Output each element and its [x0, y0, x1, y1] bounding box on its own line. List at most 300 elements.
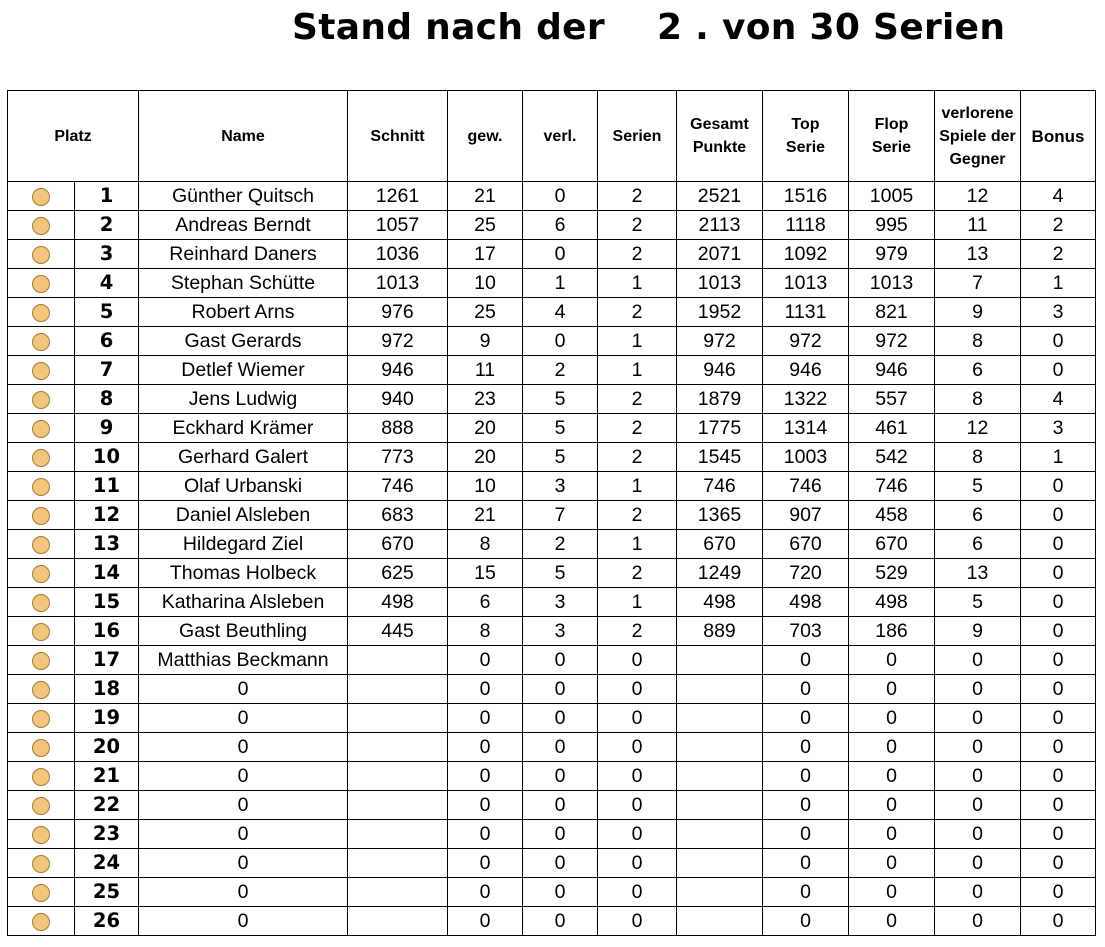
schnitt-cell: 683 — [348, 501, 448, 530]
top-serie-cell: 0 — [763, 675, 849, 704]
serien-cell: 2 — [598, 443, 677, 472]
schnitt-cell: 1013 — [348, 269, 448, 298]
bonus-cell: 0 — [1021, 588, 1096, 617]
bonus-cell: 4 — [1021, 385, 1096, 414]
header-top-line2: Serie — [785, 139, 826, 156]
name-cell: 0 — [139, 878, 348, 907]
header-row — [8, 91, 1096, 182]
verlorene-cell: 9 — [935, 298, 1021, 327]
name-cell: Matthias Beckmann — [139, 646, 348, 675]
top-serie-cell: 746 — [763, 472, 849, 501]
gew-cell: 23 — [448, 385, 523, 414]
header-verlorene-line1: verlorene — [941, 104, 1014, 122]
gew-cell: 11 — [448, 356, 523, 385]
table-row — [8, 356, 1096, 385]
gew-cell: 21 — [448, 501, 523, 530]
name-cell: 0 — [139, 791, 348, 820]
serien-cell: 0 — [598, 878, 677, 907]
table-row — [8, 472, 1096, 501]
rank-cell: 8 — [75, 385, 139, 414]
medal-cell — [8, 269, 75, 298]
medal-cell — [8, 501, 75, 530]
table-row — [8, 501, 1096, 530]
flop-serie-cell: 670 — [849, 530, 935, 559]
serien-cell: 2 — [598, 414, 677, 443]
name-cell: 0 — [139, 675, 348, 704]
top-serie-cell: 0 — [763, 820, 849, 849]
serien-cell: 1 — [598, 327, 677, 356]
medal-cell — [8, 617, 75, 646]
top-serie-cell: 1322 — [763, 385, 849, 414]
verl-cell: 0 — [523, 704, 598, 733]
coin-icon — [32, 536, 50, 554]
schnitt-cell: 940 — [348, 385, 448, 414]
table-row — [8, 675, 1096, 704]
flop-serie-cell: 0 — [849, 675, 935, 704]
rank-cell: 12 — [75, 501, 139, 530]
bonus-cell: 0 — [1021, 849, 1096, 878]
coin-icon — [32, 565, 50, 583]
rank-cell: 2 — [75, 211, 139, 240]
schnitt-cell: 746 — [348, 472, 448, 501]
gesamt-cell: 2521 — [677, 182, 763, 211]
gew-cell: 21 — [448, 182, 523, 211]
gesamt-cell — [677, 733, 763, 762]
name-cell: Hildegard Ziel — [139, 530, 348, 559]
medal-cell — [8, 298, 75, 327]
gesamt-cell — [677, 907, 763, 936]
rank-cell: 14 — [75, 559, 139, 588]
name-cell: Daniel Alsleben — [139, 501, 348, 530]
verl-cell: 0 — [523, 182, 598, 211]
serien-cell: 1 — [598, 530, 677, 559]
title-prefix: Stand nach der — [292, 7, 605, 48]
medal-cell — [8, 211, 75, 240]
rank-cell: 17 — [75, 646, 139, 675]
serien-cell: 1 — [598, 356, 677, 385]
verl-cell: 0 — [523, 733, 598, 762]
table-row — [8, 530, 1096, 559]
verlorene-cell: 13 — [935, 240, 1021, 269]
serien-cell: 2 — [598, 298, 677, 327]
verlorene-cell: 5 — [935, 472, 1021, 501]
name-cell: 0 — [139, 733, 348, 762]
header-verlorene-spiele — [935, 91, 1021, 182]
bonus-cell: 0 — [1021, 791, 1096, 820]
top-serie-cell: 1516 — [763, 182, 849, 211]
bonus-cell: 1 — [1021, 443, 1096, 472]
name-cell: 0 — [139, 762, 348, 791]
serien-cell: 2 — [598, 211, 677, 240]
header-verl: verl. — [523, 91, 598, 182]
rank-cell: 24 — [75, 849, 139, 878]
rank-cell: 22 — [75, 791, 139, 820]
name-cell: Robert Arns — [139, 298, 348, 327]
top-serie-cell: 1314 — [763, 414, 849, 443]
table-row — [8, 646, 1096, 675]
gesamt-cell: 1879 — [677, 385, 763, 414]
verl-cell: 6 — [523, 211, 598, 240]
medal-cell — [8, 820, 75, 849]
flop-serie-cell: 461 — [849, 414, 935, 443]
verl-cell: 0 — [523, 646, 598, 675]
schnitt-cell: 888 — [348, 414, 448, 443]
verlorene-cell: 0 — [935, 646, 1021, 675]
rank-cell: 20 — [75, 733, 139, 762]
schnitt-cell: 1261 — [348, 182, 448, 211]
header-top-line1: Top — [791, 116, 820, 133]
verl-cell: 0 — [523, 240, 598, 269]
title-suffix: . von 30 Serien — [695, 7, 1006, 48]
schnitt-cell — [348, 646, 448, 675]
gew-cell: 15 — [448, 559, 523, 588]
top-serie-cell: 0 — [763, 907, 849, 936]
verlorene-cell: 6 — [935, 356, 1021, 385]
header-serien: Serien — [598, 91, 677, 182]
verlorene-cell: 8 — [935, 385, 1021, 414]
name-cell: Eckhard Krämer — [139, 414, 348, 443]
coin-icon — [32, 391, 50, 409]
top-serie-cell: 1013 — [763, 269, 849, 298]
name-cell: 0 — [139, 907, 348, 936]
top-serie-cell: 703 — [763, 617, 849, 646]
medal-cell — [8, 646, 75, 675]
verl-cell: 3 — [523, 472, 598, 501]
flop-serie-cell: 498 — [849, 588, 935, 617]
gew-cell: 0 — [448, 675, 523, 704]
rank-cell: 3 — [75, 240, 139, 269]
flop-serie-cell: 0 — [849, 820, 935, 849]
header-verlorene-line2: Spiele der — [939, 127, 1016, 145]
verl-cell: 5 — [523, 414, 598, 443]
title-round: 2 — [656, 7, 683, 48]
serien-cell: 2 — [598, 559, 677, 588]
top-serie-cell: 498 — [763, 588, 849, 617]
verl-cell: 3 — [523, 588, 598, 617]
bonus-cell: 4 — [1021, 182, 1096, 211]
rank-cell: 18 — [75, 675, 139, 704]
verl-cell: 3 — [523, 617, 598, 646]
flop-serie-cell: 0 — [849, 733, 935, 762]
flop-serie-cell: 1005 — [849, 182, 935, 211]
verlorene-cell: 0 — [935, 733, 1021, 762]
header-gesamt-line1: Gesamt — [690, 116, 749, 133]
name-cell: Detlef Wiemer — [139, 356, 348, 385]
rank-cell: 21 — [75, 762, 139, 791]
gesamt-cell: 1249 — [677, 559, 763, 588]
table-row — [8, 327, 1096, 356]
medal-cell — [8, 414, 75, 443]
coin-icon — [32, 884, 50, 902]
top-serie-cell: 1131 — [763, 298, 849, 327]
coin-icon — [32, 623, 50, 641]
rank-cell: 15 — [75, 588, 139, 617]
coin-icon — [32, 246, 50, 264]
header-bonus: Bonus — [1021, 91, 1096, 182]
gew-cell: 10 — [448, 269, 523, 298]
schnitt-cell — [348, 704, 448, 733]
table-row — [8, 791, 1096, 820]
flop-serie-cell: 972 — [849, 327, 935, 356]
verlorene-cell: 8 — [935, 327, 1021, 356]
flop-serie-cell: 995 — [849, 211, 935, 240]
top-serie-cell: 670 — [763, 530, 849, 559]
gesamt-cell: 2113 — [677, 211, 763, 240]
gew-cell: 25 — [448, 211, 523, 240]
verl-cell: 1 — [523, 269, 598, 298]
name-cell: 0 — [139, 704, 348, 733]
table-row — [8, 907, 1096, 936]
gesamt-cell — [677, 675, 763, 704]
bonus-cell: 3 — [1021, 298, 1096, 327]
flop-serie-cell: 557 — [849, 385, 935, 414]
verlorene-cell: 0 — [935, 907, 1021, 936]
gew-cell: 0 — [448, 762, 523, 791]
gesamt-cell — [677, 791, 763, 820]
name-cell: Gast Beuthling — [139, 617, 348, 646]
top-serie-cell: 0 — [763, 704, 849, 733]
verl-cell: 5 — [523, 443, 598, 472]
bonus-cell: 0 — [1021, 675, 1096, 704]
rank-cell: 26 — [75, 907, 139, 936]
header-verlorene-line3: Gegner — [949, 150, 1006, 168]
header-top-serie — [763, 91, 849, 182]
verl-cell: 0 — [523, 327, 598, 356]
rank-cell: 13 — [75, 530, 139, 559]
schnitt-cell: 946 — [348, 356, 448, 385]
medal-cell — [8, 907, 75, 936]
verl-cell: 5 — [523, 559, 598, 588]
top-serie-cell: 0 — [763, 849, 849, 878]
table-row — [8, 762, 1096, 791]
gew-cell: 0 — [448, 907, 523, 936]
verlorene-cell: 8 — [935, 443, 1021, 472]
coin-icon — [32, 275, 50, 293]
medal-cell — [8, 530, 75, 559]
verlorene-cell: 0 — [935, 820, 1021, 849]
coin-icon — [32, 478, 50, 496]
serien-cell: 0 — [598, 704, 677, 733]
gesamt-cell: 498 — [677, 588, 763, 617]
schnitt-cell — [348, 849, 448, 878]
bonus-cell: 0 — [1021, 820, 1096, 849]
name-cell: Olaf Urbanski — [139, 472, 348, 501]
medal-cell — [8, 240, 75, 269]
flop-serie-cell: 746 — [849, 472, 935, 501]
medal-cell — [8, 559, 75, 588]
table-row — [8, 269, 1096, 298]
bonus-cell: 0 — [1021, 646, 1096, 675]
gew-cell: 0 — [448, 704, 523, 733]
name-cell: Gerhard Galert — [139, 443, 348, 472]
bonus-cell: 0 — [1021, 762, 1096, 791]
flop-serie-cell: 0 — [849, 762, 935, 791]
verlorene-cell: 7 — [935, 269, 1021, 298]
table-row — [8, 617, 1096, 646]
gew-cell: 0 — [448, 646, 523, 675]
coin-icon — [32, 710, 50, 728]
verl-cell: 0 — [523, 878, 598, 907]
flop-serie-cell: 0 — [849, 849, 935, 878]
verlorene-cell: 0 — [935, 791, 1021, 820]
coin-icon — [32, 594, 50, 612]
medal-cell — [8, 182, 75, 211]
top-serie-cell: 0 — [763, 646, 849, 675]
schnitt-cell — [348, 762, 448, 791]
flop-serie-cell: 0 — [849, 646, 935, 675]
serien-cell: 0 — [598, 791, 677, 820]
gesamt-cell: 946 — [677, 356, 763, 385]
schnitt-cell: 445 — [348, 617, 448, 646]
medal-cell — [8, 762, 75, 791]
name-cell: 0 — [139, 849, 348, 878]
top-serie-cell: 0 — [763, 762, 849, 791]
gesamt-cell: 1952 — [677, 298, 763, 327]
top-serie-cell: 972 — [763, 327, 849, 356]
bonus-cell: 0 — [1021, 472, 1096, 501]
schnitt-cell: 773 — [348, 443, 448, 472]
coin-icon — [32, 333, 50, 351]
flop-serie-cell: 821 — [849, 298, 935, 327]
bonus-cell: 0 — [1021, 733, 1096, 762]
medal-cell — [8, 588, 75, 617]
schnitt-cell — [348, 907, 448, 936]
serien-cell: 2 — [598, 617, 677, 646]
serien-cell: 1 — [598, 269, 677, 298]
serien-cell: 0 — [598, 646, 677, 675]
gesamt-cell — [677, 849, 763, 878]
medal-cell — [8, 878, 75, 907]
table-row — [8, 704, 1096, 733]
header-gew: gew. — [448, 91, 523, 182]
bonus-cell: 0 — [1021, 878, 1096, 907]
bonus-cell: 3 — [1021, 414, 1096, 443]
rank-cell: 6 — [75, 327, 139, 356]
name-cell: Andreas Berndt — [139, 211, 348, 240]
verl-cell: 0 — [523, 791, 598, 820]
medal-cell — [8, 733, 75, 762]
medal-cell — [8, 356, 75, 385]
standings-table — [7, 90, 1096, 936]
bonus-cell: 0 — [1021, 704, 1096, 733]
schnitt-cell — [348, 820, 448, 849]
name-cell: 0 — [139, 820, 348, 849]
gew-cell: 17 — [448, 240, 523, 269]
gesamt-cell: 2071 — [677, 240, 763, 269]
page-title — [292, 4, 1005, 52]
gesamt-cell: 1775 — [677, 414, 763, 443]
verl-cell: 0 — [523, 762, 598, 791]
verl-cell: 2 — [523, 530, 598, 559]
schnitt-cell: 498 — [348, 588, 448, 617]
header-flop-serie — [849, 91, 935, 182]
verl-cell: 7 — [523, 501, 598, 530]
bonus-cell: 0 — [1021, 559, 1096, 588]
bonus-cell: 0 — [1021, 356, 1096, 385]
flop-serie-cell: 458 — [849, 501, 935, 530]
verl-cell: 0 — [523, 849, 598, 878]
gesamt-cell: 1545 — [677, 443, 763, 472]
header-gesamt-line2: Punkte — [692, 139, 747, 156]
gesamt-cell — [677, 820, 763, 849]
flop-serie-cell: 0 — [849, 878, 935, 907]
flop-serie-cell: 186 — [849, 617, 935, 646]
rank-cell: 7 — [75, 356, 139, 385]
rank-cell: 19 — [75, 704, 139, 733]
coin-icon — [32, 739, 50, 757]
top-serie-cell: 720 — [763, 559, 849, 588]
header-flop-line1: Flop — [874, 116, 909, 133]
coin-icon — [32, 768, 50, 786]
top-serie-cell: 1118 — [763, 211, 849, 240]
table-row — [8, 298, 1096, 327]
schnitt-cell — [348, 791, 448, 820]
gesamt-cell: 1013 — [677, 269, 763, 298]
medal-cell — [8, 791, 75, 820]
gew-cell: 0 — [448, 878, 523, 907]
gew-cell: 6 — [448, 588, 523, 617]
verl-cell: 0 — [523, 675, 598, 704]
schnitt-cell — [348, 733, 448, 762]
serien-cell: 0 — [598, 820, 677, 849]
verlorene-cell: 9 — [935, 617, 1021, 646]
rank-cell: 1 — [75, 182, 139, 211]
verlorene-cell: 13 — [935, 559, 1021, 588]
gew-cell: 0 — [448, 733, 523, 762]
coin-icon — [32, 420, 50, 438]
standings-body — [8, 182, 1096, 936]
gew-cell: 8 — [448, 530, 523, 559]
schnitt-cell: 1036 — [348, 240, 448, 269]
gew-cell: 10 — [448, 472, 523, 501]
verlorene-cell: 6 — [935, 501, 1021, 530]
flop-serie-cell: 0 — [849, 704, 935, 733]
schnitt-cell: 972 — [348, 327, 448, 356]
bonus-cell: 2 — [1021, 211, 1096, 240]
gesamt-cell: 1365 — [677, 501, 763, 530]
name-cell: Stephan Schütte — [139, 269, 348, 298]
gew-cell: 20 — [448, 414, 523, 443]
schnitt-cell: 670 — [348, 530, 448, 559]
serien-cell: 0 — [598, 675, 677, 704]
verl-cell: 0 — [523, 820, 598, 849]
header-name: Name — [139, 91, 348, 182]
rank-cell: 16 — [75, 617, 139, 646]
schnitt-cell: 976 — [348, 298, 448, 327]
medal-cell — [8, 443, 75, 472]
table-row — [8, 211, 1096, 240]
rank-cell: 10 — [75, 443, 139, 472]
flop-serie-cell: 0 — [849, 907, 935, 936]
verlorene-cell: 0 — [935, 675, 1021, 704]
header-schnitt: Schnitt — [348, 91, 448, 182]
top-serie-cell: 1092 — [763, 240, 849, 269]
name-cell: Gast Gerards — [139, 327, 348, 356]
coin-icon — [32, 362, 50, 380]
table-row — [8, 182, 1096, 211]
coin-icon — [32, 217, 50, 235]
rank-cell: 11 — [75, 472, 139, 501]
serien-cell: 2 — [598, 240, 677, 269]
verlorene-cell: 6 — [935, 530, 1021, 559]
verlorene-cell: 0 — [935, 762, 1021, 791]
table-row — [8, 849, 1096, 878]
medal-cell — [8, 675, 75, 704]
serien-cell: 0 — [598, 849, 677, 878]
bonus-cell: 1 — [1021, 269, 1096, 298]
coin-icon — [32, 652, 50, 670]
flop-serie-cell: 0 — [849, 791, 935, 820]
